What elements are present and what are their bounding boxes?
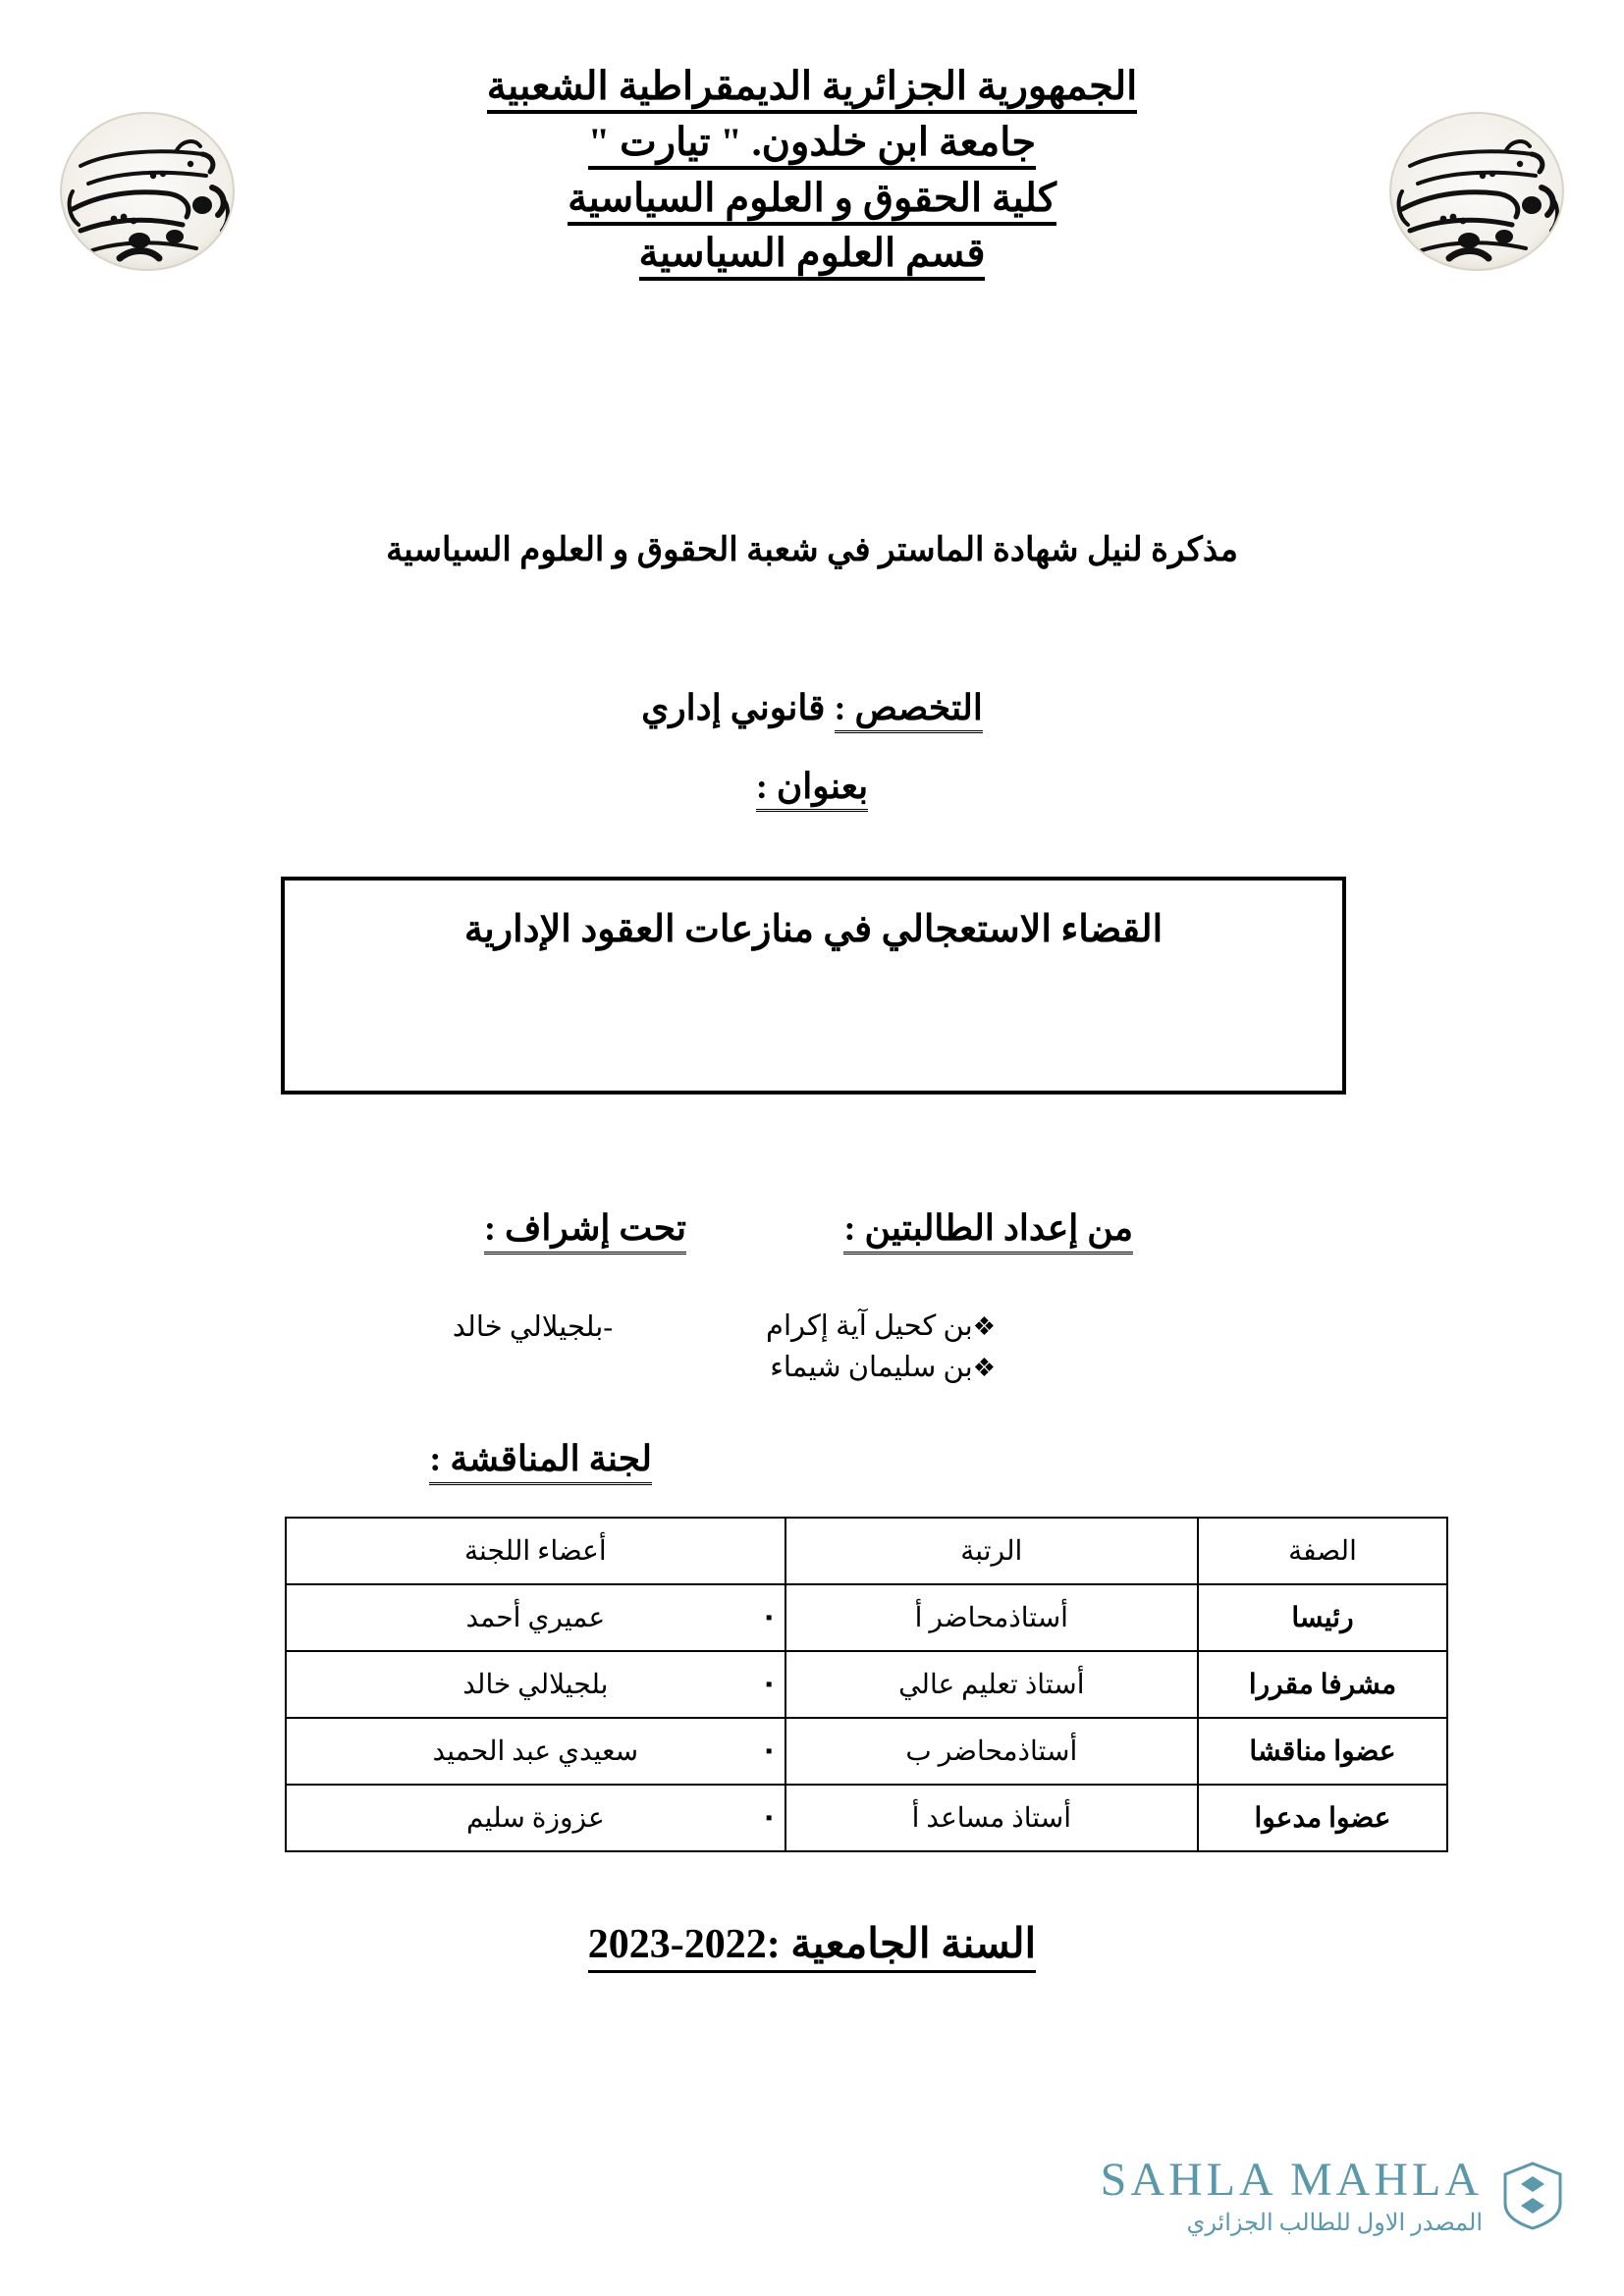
member-name: سعيدي عبد الحميد: [432, 1736, 639, 1767]
square-bullet-icon: ▪: [765, 1674, 773, 1695]
header-department-text: قسم العلوم السياسية: [639, 231, 986, 281]
watermark-footer: [1100, 2154, 1565, 2236]
list-item: [766, 1347, 996, 1388]
thesis-title-text: القضاء الاستعجالي في منازعات العقود الإدارية: [463, 909, 1164, 950]
cell-member: [286, 1651, 785, 1718]
committee-table: [285, 1517, 1448, 1852]
specialization-label: التخصص :: [835, 688, 983, 733]
degree-statement: مذكرة لنيل شهادة الماستر في شعبة الحقوق و العلوم السياسية: [386, 532, 1238, 568]
cell-member: [286, 1785, 785, 1851]
student-name: بن كحيل آية إكرام: [765, 1310, 973, 1342]
cell-rank: أستاذ تعليم عالي: [785, 1651, 1198, 1718]
table-row: [286, 1785, 1447, 1851]
cell-role: مشرفا مقررا: [1198, 1651, 1447, 1718]
supervisor-label: تحت إشراف :: [484, 1207, 686, 1255]
committee-heading: لجنة المناقشة :: [429, 1438, 652, 1485]
header-line-department: [0, 226, 1624, 282]
academic-year-value: 2022-2023: [587, 1922, 767, 1967]
cell-rank: أستاذ مساعد أ: [785, 1785, 1198, 1851]
table-row: [286, 1651, 1447, 1718]
student-name-list: [766, 1306, 996, 1388]
square-bullet-icon: ▪: [765, 1807, 773, 1829]
list-item: [766, 1306, 996, 1347]
supervisor-name: -بلجيلالي خالد: [452, 1311, 613, 1343]
specialization-row: [0, 687, 1624, 728]
watermark-subtitle: المصدر الاول للطالب الجزائري: [1186, 2211, 1483, 2236]
watermark-title: SAHLA MAHLA: [1100, 2154, 1483, 2206]
watermark-text-block: [1100, 2154, 1483, 2236]
square-bullet-icon: ▪: [765, 1607, 773, 1629]
cell-member: [286, 1584, 785, 1651]
cell-role: عضوا مناقشا: [1198, 1718, 1447, 1785]
header-faculty-text: كلية الحقوق و العلوم السياسية: [568, 176, 1056, 226]
header-country-text: الجمهورية الجزائرية الديمقراطية الشعبية: [487, 64, 1138, 114]
member-name: عميري أحمد: [465, 1603, 606, 1633]
cell-role: عضوا مدعوا: [1198, 1785, 1447, 1851]
institution-header: [0, 59, 1624, 282]
thesis-title-box: [281, 877, 1346, 1095]
header-university-text: جامعة ابن خلدون. " تيارت ": [588, 120, 1036, 170]
cell-rank: أستاذمحاضر أ: [785, 1584, 1198, 1651]
cell-member: [286, 1718, 785, 1785]
member-name: عزوزة سليم: [465, 1803, 605, 1834]
title-intro-row: [0, 766, 1624, 807]
table-row: [286, 1718, 1447, 1785]
column-header-role: الصفة: [1198, 1518, 1447, 1584]
column-header-rank: الرتبة: [785, 1518, 1198, 1584]
header-line-university: [0, 115, 1624, 171]
specialization-value: قانوني إداري: [641, 688, 826, 727]
students-label: من إعداد الطالبتين :: [843, 1207, 1133, 1255]
member-name: بلجيلالي خالد: [462, 1670, 609, 1700]
cell-role: رئيسا: [1198, 1584, 1447, 1651]
diamond-bullet-icon: ❖: [972, 1354, 996, 1383]
watermark-logo-icon: [1500, 2161, 1565, 2231]
table-header-row: [286, 1518, 1447, 1584]
table-row: [286, 1584, 1447, 1651]
cell-rank: أستاذمحاضر ب: [785, 1718, 1198, 1785]
header-line-faculty: [0, 171, 1624, 227]
column-header-member: أعضاء اللجنة: [286, 1518, 785, 1584]
academic-year-label: السنة الجامعية :: [766, 1922, 1037, 1967]
academic-year-row: [0, 1919, 1624, 1968]
square-bullet-icon: ▪: [765, 1740, 773, 1762]
diamond-bullet-icon: ❖: [972, 1312, 996, 1341]
header-line-country: [0, 59, 1624, 115]
academic-year-inner: [588, 1922, 1036, 1973]
title-intro-label: بعنوان :: [756, 767, 868, 812]
student-name: بن سليمان شيماء: [770, 1352, 973, 1384]
